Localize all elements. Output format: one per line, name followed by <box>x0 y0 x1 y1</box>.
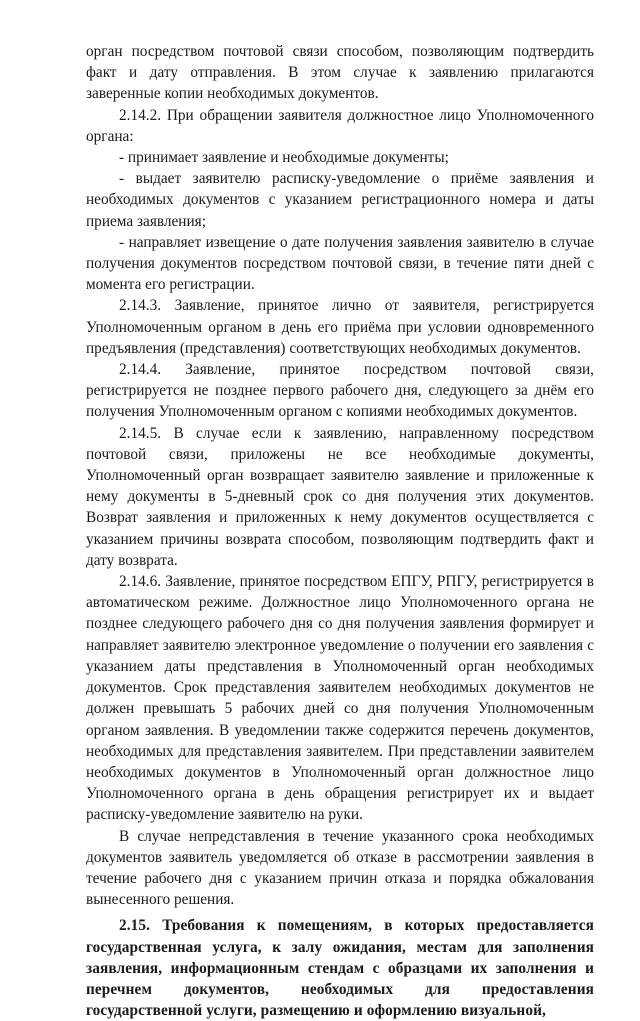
paragraph-2-14-5: 2.14.5. В случае если к заявлению, направленному посредством почтовой связи, приложены не все необходимые документы, Уполномоченный орган возвращает заявителю заявление и приложенные к нему документы в 5-дневный срок со дня получения этих документов. Возврат заявления и приложенных к нему документов осуществляется с указанием причины возврата способом, позволяющим подтвердить факт и дату возврата. <box>86 424 594 569</box>
paragraph-non-submission: В случае непредставления в течение указанного срока необходимых документов заявитель уведомляется об отказе в рассмотрении заявления в течение рабочего дня с указанием причин отказа и порядка обжалования вынесенного решения. <box>86 827 594 909</box>
section-heading-2-15: 2.15. Требования к помещениям, в которых предоставляется государственная услуга, к залу ожидания, местам для заполнения заявления, информационным стендам с образцами их заполнения и перечнем документов, необходимых для предоставления государственной услуги, размещению и оформлению визуальной, <box>86 917 594 1020</box>
paragraph-2-14-3: 2.14.3. Заявление, принятое лично от заявителя, регистрируется Уполномоченным органом в день его приёма при условии одновременного предъявления (представления) соответствующих необходимых документов. <box>86 297 594 357</box>
list-item-issues-receipt: - выдает заявителю расписку-уведомление о приёме заявления и необходимых документов с указанием регистрационного номера и даты приема заявления; <box>86 170 594 230</box>
paragraph-postal-continuation: орган посредством почтовой связи способом, позволяющим подтвердить факт и дату отправления. В этом случае к заявлению прилагаются заверенные копии необходимых документов. <box>86 43 594 103</box>
list-item-sends-notice: - направляет извещение о дате получения заявления заявителю в случае получения документов посредством почтовой связи, в течение пяти дней с момента его регистрации. <box>86 233 594 294</box>
paragraph-2-14-4: 2.14.4. Заявление, принятое посредством почтовой связи, регистрируется не позднее первого рабочего дня, следующего за днём его получения Уполномоченным органом с копиями необходимых документов. <box>86 361 594 421</box>
list-item-accepts: - принимает заявление и необходимые документы; <box>119 149 449 167</box>
document-page <box>86 41 594 1021</box>
paragraph-2-14-2: 2.14.2. При обращении заявителя должностное лицо Уполномоченного органа: <box>86 106 594 145</box>
paragraph-2-14-6: 2.14.6. Заявление, принятое посредством ЕПГУ, РПГУ, регистрируется в автоматическом режиме. Должностное лицо Уполномоченного органа не позднее следующего рабочего дня со дня получения заявления формирует и направляет заявителю электронное уведомление о получении его заявления с указанием даты представления в Уполномоченный орган необходимых документов. Срок представления заявителем необходимых документов не должен превышать 5 рабочих дней со дня получения Уполномоченным органом заявления. В уведомлении также содержится перечень документов, необходимых для представления заявителем. При представлении заявителем необходимых документов в Уполномоченный орган должностное лицо Уполномоченного органа в день обращения регистрирует их и выдает расписку-уведомление заявителю на руки. <box>86 573 594 824</box>
